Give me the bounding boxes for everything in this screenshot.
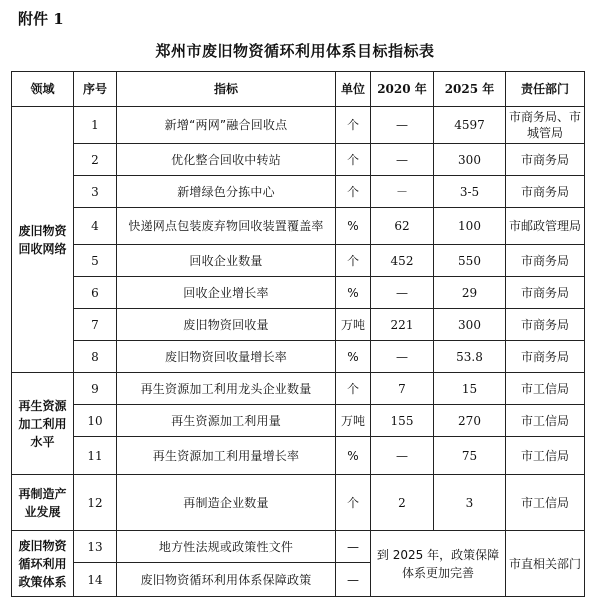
dept-cell: 市邮政管理局	[506, 208, 585, 245]
value-2020-cell: 155	[371, 405, 434, 437]
indicator-cell: 快递网点包装废弃物回收装置覆盖率	[117, 208, 336, 245]
table-header-row	[12, 72, 585, 107]
seq-cell: 1	[74, 107, 117, 144]
table-row	[12, 475, 585, 531]
dept-cell: 市工信局	[506, 405, 585, 437]
indicator-table	[11, 71, 585, 597]
header-2025: 2025 年	[434, 72, 506, 107]
seq-cell: 12	[74, 475, 117, 531]
header-unit: 单位	[336, 72, 371, 107]
table-row	[12, 437, 585, 475]
unit-cell: 个	[336, 475, 371, 531]
policy-note-cell: 到 2025 年，政策保障体系更加完善	[371, 531, 506, 597]
indicator-cell: 再制造企业数量	[117, 475, 336, 531]
value-2020-cell: —	[371, 341, 434, 373]
dept-cell: 市商务局	[506, 144, 585, 176]
value-2025-cell: 15	[434, 373, 506, 405]
unit-cell: %	[336, 277, 371, 309]
domain-cell: 再生资源加工利用水平	[12, 373, 74, 475]
attachment-label: 附件 1	[18, 10, 64, 28]
table-row	[12, 531, 585, 563]
seq-cell: 6	[74, 277, 117, 309]
value-2020-cell: —	[371, 107, 434, 144]
table-row	[12, 277, 585, 309]
table-row	[12, 176, 585, 208]
seq-cell: 13	[74, 531, 117, 563]
dept-cell: 市商务局、市城管局	[506, 107, 585, 144]
dept-cell: 市商务局	[506, 341, 585, 373]
value-2025-cell: 3-5	[434, 176, 506, 208]
indicator-cell: 再生资源加工利用龙头企业数量	[117, 373, 336, 405]
indicator-cell: 再生资源加工利用量	[117, 405, 336, 437]
value-2020-cell: －	[371, 176, 434, 208]
value-2020-cell: 452	[371, 245, 434, 277]
seq-cell: 14	[74, 563, 117, 597]
unit-cell: 个	[336, 144, 371, 176]
dept-cell: 市工信局	[506, 373, 585, 405]
seq-cell: 7	[74, 309, 117, 341]
indicator-cell: 废旧物资循环利用体系保障政策	[117, 563, 336, 597]
value-2020-cell: —	[371, 437, 434, 475]
table-row	[12, 373, 585, 405]
unit-cell: 个	[336, 107, 371, 144]
table-row	[12, 245, 585, 277]
value-2025-cell: 3	[434, 475, 506, 531]
indicator-cell: 新增“两网”融合回收点	[117, 107, 336, 144]
indicator-cell: 优化整合回收中转站	[117, 144, 336, 176]
indicator-cell: 废旧物资回收量	[117, 309, 336, 341]
value-2025-cell: 75	[434, 437, 506, 475]
unit-cell: %	[336, 208, 371, 245]
value-2025-cell: 29	[434, 277, 506, 309]
value-2020-cell: —	[371, 277, 434, 309]
indicator-cell: 新增绿色分拣中心	[117, 176, 336, 208]
value-2020-cell: 221	[371, 309, 434, 341]
unit-cell: —	[336, 563, 371, 597]
indicator-cell: 地方性法规或政策性文件	[117, 531, 336, 563]
value-2020-cell: —	[371, 144, 434, 176]
value-2020-cell: 7	[371, 373, 434, 405]
dept-cell: 市商务局	[506, 309, 585, 341]
table-row	[12, 341, 585, 373]
header-indicator: 指标	[117, 72, 336, 107]
value-2025-cell: 300	[434, 309, 506, 341]
value-2025-cell: 100	[434, 208, 506, 245]
table-row	[12, 208, 585, 245]
header-domain: 领域	[12, 72, 74, 107]
unit-cell: 个	[336, 373, 371, 405]
value-2020-cell: 62	[371, 208, 434, 245]
dept-cell: 市直相关部门	[506, 531, 585, 597]
dept-cell: 市商务局	[506, 245, 585, 277]
value-2020-cell: 2	[371, 475, 434, 531]
dept-cell: 市商务局	[506, 176, 585, 208]
document-title: 郑州市废旧物资循环利用体系目标指标表	[155, 42, 435, 60]
seq-cell: 2	[74, 144, 117, 176]
value-2025-cell: 270	[434, 405, 506, 437]
value-2025-cell: 4597	[434, 107, 506, 144]
domain-cell: 再制造产业发展	[12, 475, 74, 531]
dept-cell: 市工信局	[506, 437, 585, 475]
seq-cell: 10	[74, 405, 117, 437]
seq-cell: 11	[74, 437, 117, 475]
domain-cell: 废旧物资循环利用政策体系	[12, 531, 74, 597]
unit-cell: 个	[336, 245, 371, 277]
table-row	[12, 107, 585, 144]
header-dept: 责任部门	[506, 72, 585, 107]
table-row	[12, 405, 585, 437]
unit-cell: 个	[336, 176, 371, 208]
value-2025-cell: 53.8	[434, 341, 506, 373]
value-2025-cell: 300	[434, 144, 506, 176]
seq-cell: 4	[74, 208, 117, 245]
unit-cell: 万吨	[336, 309, 371, 341]
unit-cell: %	[336, 437, 371, 475]
value-2025-cell: 550	[434, 245, 506, 277]
indicator-cell: 废旧物资回收量增长率	[117, 341, 336, 373]
dept-cell: 市商务局	[506, 277, 585, 309]
indicator-cell: 回收企业数量	[117, 245, 336, 277]
seq-cell: 8	[74, 341, 117, 373]
header-2020: 2020 年	[371, 72, 434, 107]
indicator-cell: 再生资源加工利用量增长率	[117, 437, 336, 475]
unit-cell: —	[336, 531, 371, 563]
table-row	[12, 144, 585, 176]
seq-cell: 9	[74, 373, 117, 405]
unit-cell: %	[336, 341, 371, 373]
header-seq: 序号	[74, 72, 117, 107]
seq-cell: 5	[74, 245, 117, 277]
dept-cell: 市工信局	[506, 475, 585, 531]
table-row	[12, 309, 585, 341]
unit-cell: 万吨	[336, 405, 371, 437]
indicator-cell: 回收企业增长率	[117, 277, 336, 309]
domain-cell: 废旧物资回收网络	[12, 107, 74, 373]
seq-cell: 3	[74, 176, 117, 208]
